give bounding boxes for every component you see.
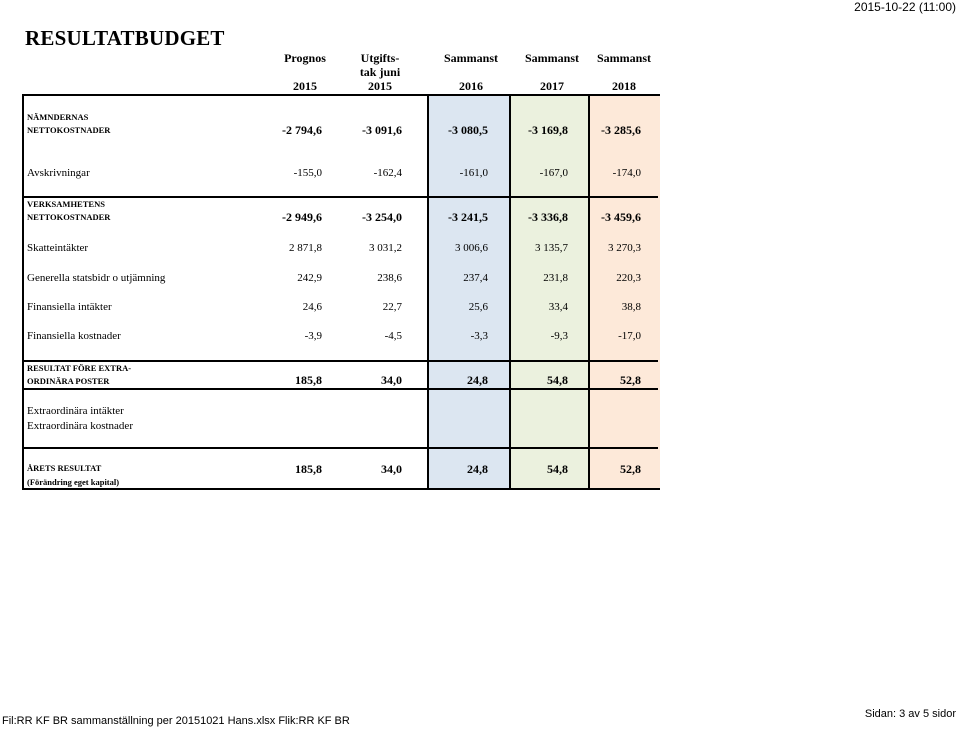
value-cell: 34,0 xyxy=(381,462,402,476)
value-cell: -3 285,6 xyxy=(601,123,641,137)
header-utgiftstak-mid: tak juni xyxy=(359,65,401,79)
value-cell: -155,0 xyxy=(293,167,322,179)
value-cell: -161,0 xyxy=(459,167,488,179)
value-cell: -3,9 xyxy=(304,330,322,342)
row-label-fin-kostnader: Finansiella kostnader xyxy=(27,330,121,342)
value-cell: 24,8 xyxy=(467,373,488,387)
page-title: RESULTATBUDGET xyxy=(25,26,225,50)
value-cell: -3 080,5 xyxy=(448,123,488,137)
value-cell: 38,8 xyxy=(621,301,641,313)
header-utgiftstak xyxy=(345,51,415,93)
value-cell: -4,5 xyxy=(384,330,402,342)
budget-table xyxy=(22,94,660,490)
row-label-extraordinara xyxy=(27,404,133,434)
row-divider xyxy=(24,388,658,390)
col-divider xyxy=(427,96,429,488)
col-divider xyxy=(509,96,511,488)
row-label-fin-intakter: Finansiella intäkter xyxy=(27,301,112,313)
value-cell: 238,6 xyxy=(377,272,402,284)
value-cell: 34,0 xyxy=(381,373,402,387)
value-cell: 231,8 xyxy=(543,272,568,284)
value-cell: 3 031,2 xyxy=(369,242,402,254)
row-label-line: NÄMNDERNAS xyxy=(27,112,89,122)
header-prognos-year: 2015 xyxy=(293,79,317,93)
value-cell: 24,6 xyxy=(302,301,322,313)
value-cell: -9,3 xyxy=(550,330,568,342)
value-cell: 22,7 xyxy=(382,301,402,313)
row-label-line: NETTOKOSTNADER xyxy=(27,125,111,135)
value-cell: 52,8 xyxy=(620,373,641,387)
row-label-verksamhetens xyxy=(27,198,110,224)
value-cell: 25,6 xyxy=(468,301,488,313)
row-label-line: RESULTAT FÖRE EXTRA- xyxy=(27,363,132,373)
value-cell: 185,8 xyxy=(295,462,322,476)
row-label-namndernas xyxy=(27,111,110,137)
row-label-arets-resultat: ÅRETS RESULTAT xyxy=(27,463,102,473)
value-cell: 185,8 xyxy=(295,373,322,387)
row-label-resultat-fore xyxy=(27,362,131,388)
row-label-arets-sub: (Förändring eget kapital) xyxy=(27,477,120,487)
value-cell: -3 459,6 xyxy=(601,210,641,224)
row-label-statsbidrag: Generella statsbidr o utjämning xyxy=(27,272,166,284)
col-bg-2018 xyxy=(589,96,660,488)
footer-page: Sidan: 3 av 5 sidor xyxy=(864,708,956,720)
header-prognos-top: Prognos xyxy=(284,51,326,65)
row-label-avskrivningar: Avskrivningar xyxy=(27,167,90,179)
row-divider xyxy=(24,447,658,449)
row-label-line: VERKSAMHETENS xyxy=(27,199,105,209)
value-cell: 2 871,8 xyxy=(289,242,322,254)
row-label-line: NETTOKOSTNADER xyxy=(27,212,111,222)
header-sammanst-2018 xyxy=(586,51,662,93)
row-label-line: Extraordinära intäkter xyxy=(27,405,124,417)
value-cell: 220,3 xyxy=(616,272,641,284)
value-cell: -174,0 xyxy=(612,167,641,179)
header-2017-top: Sammanst xyxy=(524,51,579,65)
value-cell: 24,8 xyxy=(467,462,488,476)
value-cell: 3 270,3 xyxy=(608,242,641,254)
value-cell: -3 254,0 xyxy=(362,210,402,224)
value-cell: 54,8 xyxy=(547,462,568,476)
value-cell: -3,3 xyxy=(470,330,488,342)
row-label-line: Extraordinära kostnader xyxy=(27,420,133,432)
header-2016-top: Sammanst xyxy=(443,51,498,65)
header-2016-year: 2016 xyxy=(459,79,483,93)
timestamp: 2015-10-22 (11:00) xyxy=(854,0,956,14)
row-divider xyxy=(24,196,658,198)
header-2017-year: 2017 xyxy=(540,79,564,93)
footer-file: Fil:RR KF BR sammanställning per 20151021 Hans.xlsx Flik:RR KF BR xyxy=(2,715,350,727)
header-sammanst-2017 xyxy=(514,51,590,93)
value-cell: 33,4 xyxy=(548,301,568,313)
value-cell: 3 006,6 xyxy=(455,242,488,254)
value-cell: -3 091,6 xyxy=(362,123,402,137)
value-cell: -3 241,5 xyxy=(448,210,488,224)
col-divider xyxy=(588,96,590,488)
header-utgiftstak-top: Utgifts- xyxy=(360,51,400,65)
row-label-skatteintakter: Skatteintäkter xyxy=(27,242,89,254)
value-cell: -2 949,6 xyxy=(282,210,322,224)
row-label-line: ORDINÄRA POSTER xyxy=(27,376,110,386)
value-cell: -167,0 xyxy=(539,167,568,179)
header-prognos xyxy=(270,51,340,93)
value-cell: -3 336,8 xyxy=(528,210,568,224)
value-cell: 242,9 xyxy=(297,272,322,284)
value-cell: 52,8 xyxy=(620,462,641,476)
value-cell: -3 169,8 xyxy=(528,123,568,137)
value-cell: -17,0 xyxy=(618,330,641,342)
value-cell: 237,4 xyxy=(463,272,488,284)
col-bg-2016 xyxy=(428,96,510,488)
header-utgiftstak-year: 2015 xyxy=(368,79,392,93)
header-2018-year: 2018 xyxy=(612,79,636,93)
value-cell: 3 135,7 xyxy=(535,242,568,254)
value-cell: -2 794,6 xyxy=(282,123,322,137)
col-bg-2017 xyxy=(510,96,589,488)
value-cell: -162,4 xyxy=(373,167,402,179)
value-cell: 54,8 xyxy=(547,373,568,387)
header-2018-top: Sammanst xyxy=(596,51,651,65)
header-sammanst-2016 xyxy=(433,51,509,93)
